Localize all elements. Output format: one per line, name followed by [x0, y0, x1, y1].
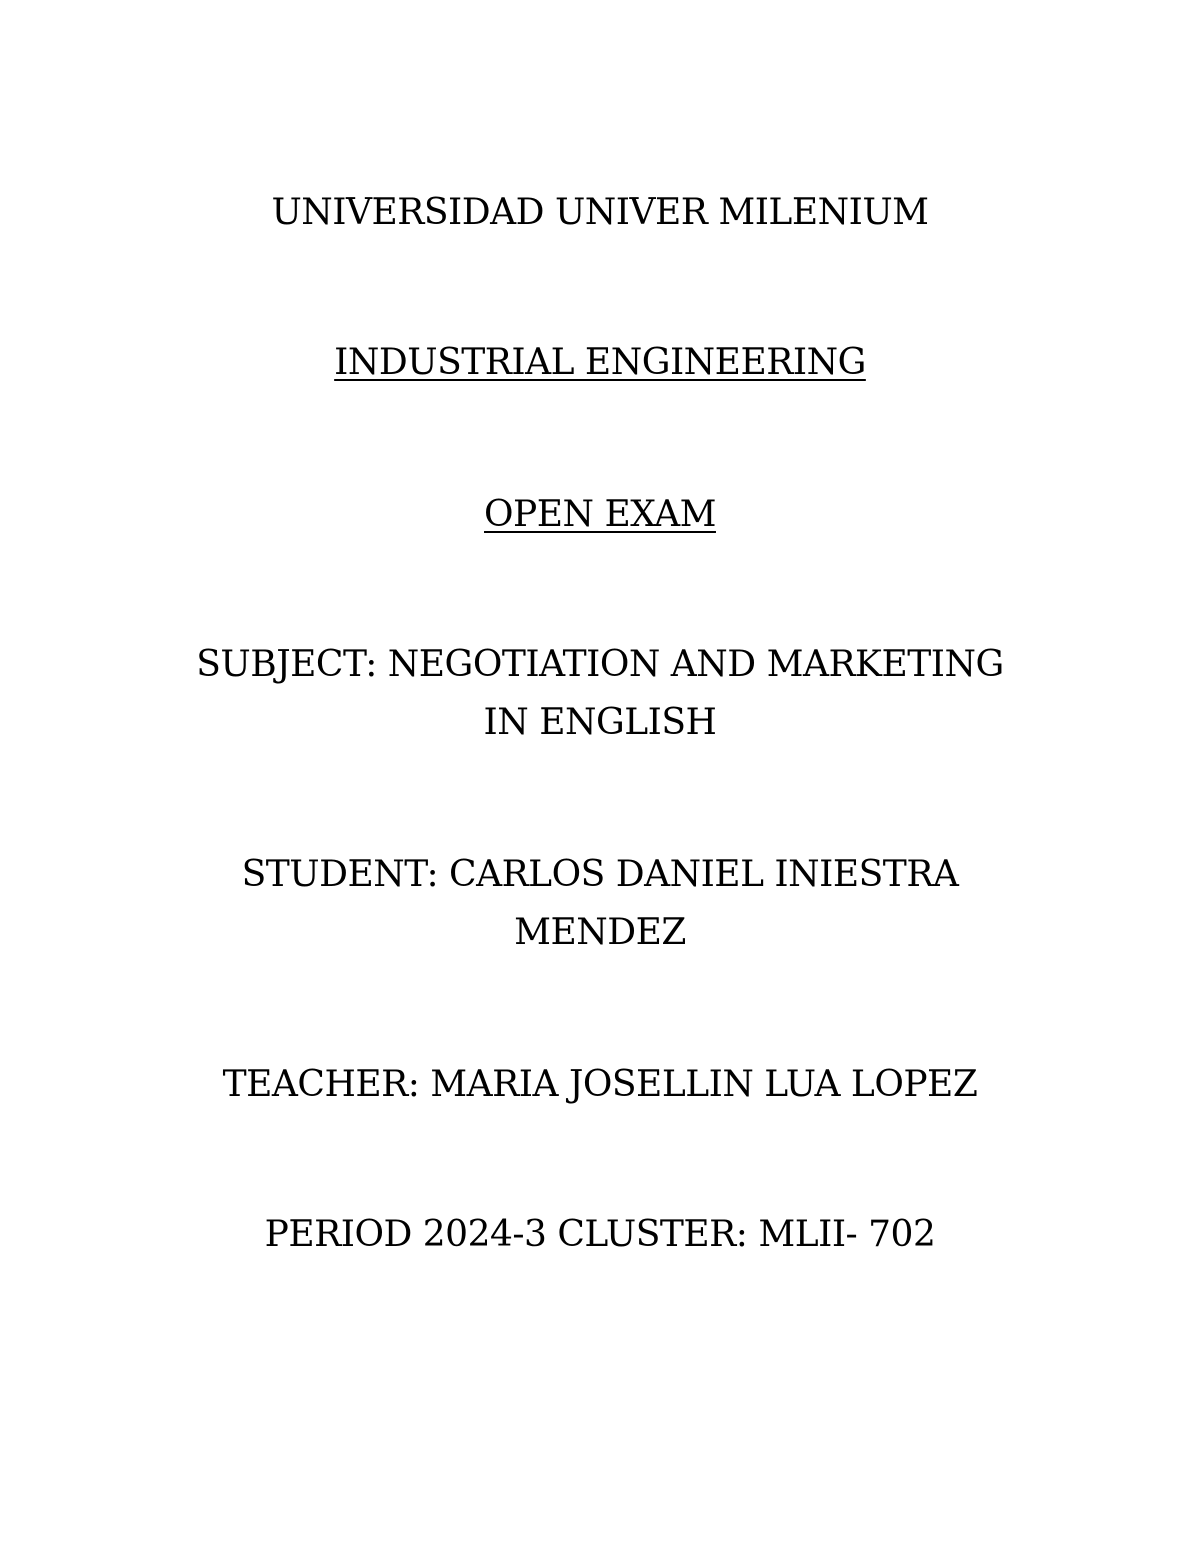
exam-type: [0, 493, 1200, 537]
program-title: [0, 341, 1200, 385]
teacher-name: TEACHER: MARIA JOSELLIN LUA LOPEZ: [222, 1064, 978, 1105]
subject-line-1: SUBJECT: NEGOTIATION AND MARKETING: [196, 644, 1004, 685]
exam-type-text: OPEN EXAM: [484, 494, 716, 535]
program-title-text: INDUSTRIAL ENGINEERING: [334, 342, 866, 383]
student-line-1: STUDENT: CARLOS DANIEL INIESTRA: [241, 854, 959, 895]
period-cluster: PERIOD 2024-3 CLUSTER: MLII- 702: [264, 1214, 936, 1255]
university-name: UNIVERSIDAD UNIVER MILENIUM: [271, 192, 929, 233]
subject-line-2: IN ENGLISH: [483, 702, 717, 743]
student-line-2: MENDEZ: [514, 912, 686, 953]
